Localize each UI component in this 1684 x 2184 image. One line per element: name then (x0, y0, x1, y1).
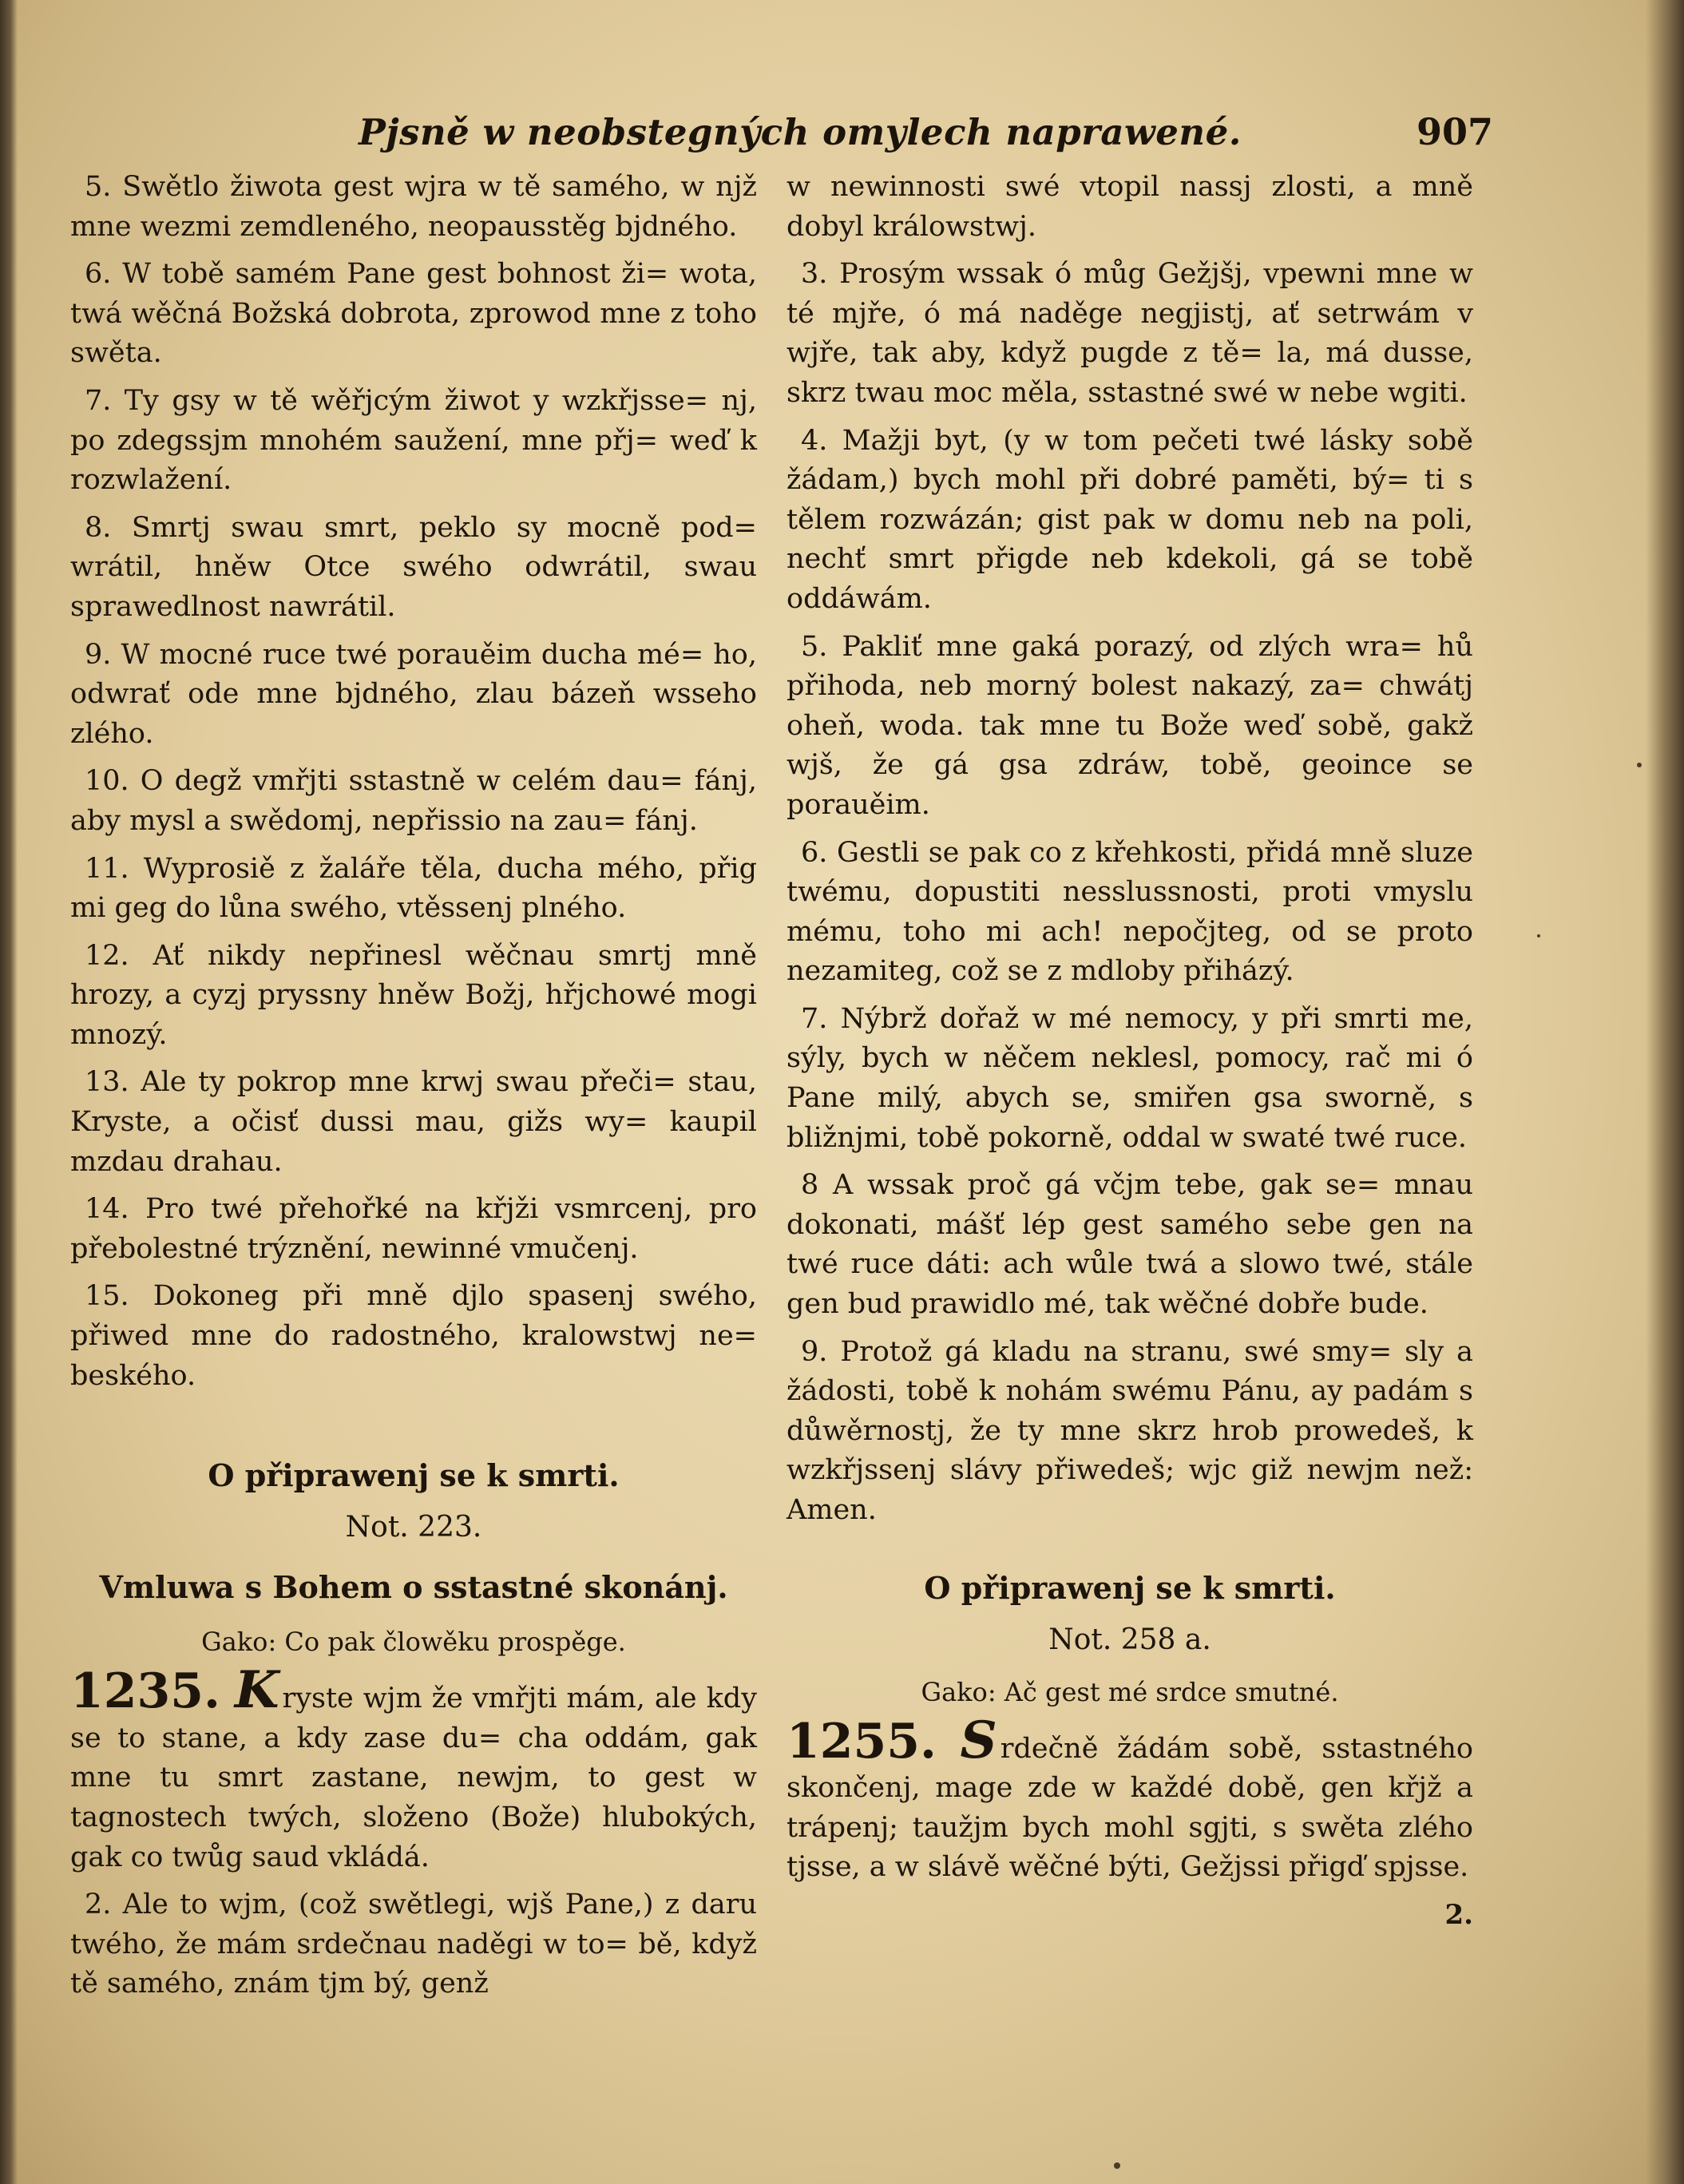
verse: 14. Pro twé přehořké na křjži vsmrcenj, pro přebolestné trýznění, newinné vmučenj. (70, 1193, 757, 1265)
page-number: 907 (1416, 110, 1493, 153)
verse: 11. Wyprosiě z žaláře těla, ducha mého, přig mi geg do lůna swého, vtěssenj plného. (70, 852, 757, 925)
section-heading: O připrawenj se k smrti. (208, 1457, 620, 1494)
hymn-title: Vmluwa s Bohem o sstastné skonánj. (99, 1569, 728, 1606)
page-edge-shadow (1646, 0, 1684, 2184)
spacer (70, 1557, 757, 1564)
verse-continuation: w newinnosti swé vtopil nassj zlosti, a mně dobyl králowstwj. (787, 171, 1473, 243)
verse: 7. Nýbrž dořaž w mé nemocy, y při smrti me, sýly, bych w něčem neklesl, pomocy, rač mi ó Pane milý, abych se, smiřen gsa sworně, s bližnjmi, tobě pokorně, oddal w swaté twé ruce. (787, 1002, 1473, 1154)
tune-reference: Not. 223. (345, 1511, 482, 1544)
melody-line: Gako: Co pak člowěku prospěge. (201, 1627, 626, 1658)
verse: 8 A wssak proč gá včjm tebe, gak se= mnau dokonati, mášť lép gest samého sebe gen na twé ruce dáti: ach wůle twá a slowo twé, stále gen bud prawidlo mé, tak wěčné dobře bude. (787, 1169, 1473, 1321)
catchword: 2. (1444, 1898, 1473, 1931)
paper-speck (1537, 934, 1540, 937)
running-title: Pjsně w neobstegných omylech naprawené. (359, 111, 1242, 153)
verse: 12. Ať nikdy nepřinesl wěčnau smrtj mně hrozy, a cyzj pryssny hněw Božj, hřjchowé mogi mnozý. (70, 939, 757, 1051)
verse: 5. Pakliť mne gaká porazý, od zlých wra= hů přihoda, neb morný bolest nakazý, za= chwátj oheň, woda. tak mne tu Bože weď sobě, gakž wjš, že gá gsa zdráw, tobě, geoince se porauěim. (787, 630, 1473, 821)
verse: 10. O degž vmřjti sstastně w celém dau= fánj, aby mysl a swědomj, nepřissio na zau= fánj. (70, 765, 757, 837)
verse: 13. Ale ty pokrop mne krwj swau přeči= stau, Kryste, a očisť dussi mau, gižs wy= kaupil mzdau drahau. (70, 1066, 757, 1178)
section-heading: O připrawenj se k smrti. (924, 1569, 1336, 1606)
drop-initial: K (234, 1660, 279, 1721)
spacer (787, 1539, 1473, 1566)
page-header (64, 110, 1501, 166)
verse: 6. W tobě samém Pane gest bohnost ži= wota, twá wěčná Božská dobrota, zprowod mne z toho swěta. (70, 258, 757, 370)
verse: 7. Ty gsy w tě wěřjcým žiwot y wzkřjsse= nj, po zdegssjm mnohém saužení, mne přj= weď k rozwlažení. (70, 384, 757, 497)
verse: 9. Protož gá kladu na stranu, swé smy= sly a žádosti, tobě k nohám swému Pánu, ay padám s důwěrnostj, že ty mne skrz hrob prowedeš, k wzkřjssenj slávy přiwedeš; wjc giž newjm než: Amen. (787, 1335, 1473, 1526)
verse: 9. W mocné ruce twé porauěim ducha mé= ho, odwrať ode mne bjdného, zlau bázeň wsseho zlého. (70, 638, 757, 750)
hymn-first-verse-text: ryste wjm že vmřjti mám, ale kdy se to stane, a kdy zase du= cha oddám, gak mne tu smrt zastane, newjm, to gest w tagnostech twých, složeno (Bože) hlubokých, gak co twůg saud vkládá. (70, 1683, 757, 1873)
verse: 8. Smrtj swau smrt, peklo sy mocně pod= wrátil, hněw Otce swého odwrátil, swau sprawedlnost nawrátil. (70, 511, 757, 623)
hymn-first-verse (787, 1710, 1473, 1888)
verse: 5. Swětlo žiwota gest wjra w tě samého, w njž mne wezmi zemdleného, neopausstěg bjdného. (70, 171, 757, 243)
drop-initial: S (960, 1710, 997, 1770)
hymn-first-verse-text: rdečně žádám sobě, sstastného skončenj, mage zde w každé době, gen křjž a trápenj; taužjm bych mohl sgjti, s swěta zlého tjsse, a w slávě wěčné býti, Gežjssi přigď spjsse. (787, 1732, 1473, 1884)
verse: 15. Dokoneg při mně djlo spasenj swého, přiwed mne do radostného, kralowstwj ne= beského. (70, 1280, 757, 1392)
right-column (787, 168, 1473, 1944)
melody-line: Gako: Ač gest mé srdce smutné. (921, 1676, 1339, 1707)
verse: 4. Mažji byt, (y w tom pečeti twé lásky sobě žádam,) bych mohl při dobré paměti, bý= ti s tělem rozwázán; gist pak w domu neb na poli, nechť smrt přigde neb kdekoli, gá se tobě oddáwám. (787, 424, 1473, 615)
verse: 3. Prosým wssak ó můg Gežjšj, vpewni mne w té mjře, ó má naděge negjistj, ať setrwám v wjře, tak aby, když pugde z tě= la, má dusse, skrz twau moc měla, sstastné swé w nebe wgiti. (787, 258, 1473, 409)
page-gutter-shadow (0, 0, 18, 2184)
verse: 2. Ale to wjm, (což swětlegi, wjš Pane,) z daru twého, že mám srdečnau naděgi w to= bě, když tě samého, znám tjm bý, genž (70, 1889, 757, 2000)
left-column (70, 168, 757, 2012)
tune-reference: Not. 258 a. (1048, 1623, 1211, 1656)
paper-speck (1637, 763, 1642, 767)
hymn-first-verse (70, 1660, 757, 1877)
paper-speck (1114, 2162, 1120, 2169)
hymn-number: 1255. (787, 1713, 937, 1770)
spacer (70, 1404, 757, 1453)
verse: 6. Gestli se pak co z křehkosti, přidá mně sluze twému, dopustiti nesslussnosti, proti vmyslu mému, toho mi ach! nepočjteg, od se proto nezamiteg, což se z mdloby přiházý. (787, 836, 1473, 988)
hymn-number: 1235. (70, 1663, 220, 1720)
